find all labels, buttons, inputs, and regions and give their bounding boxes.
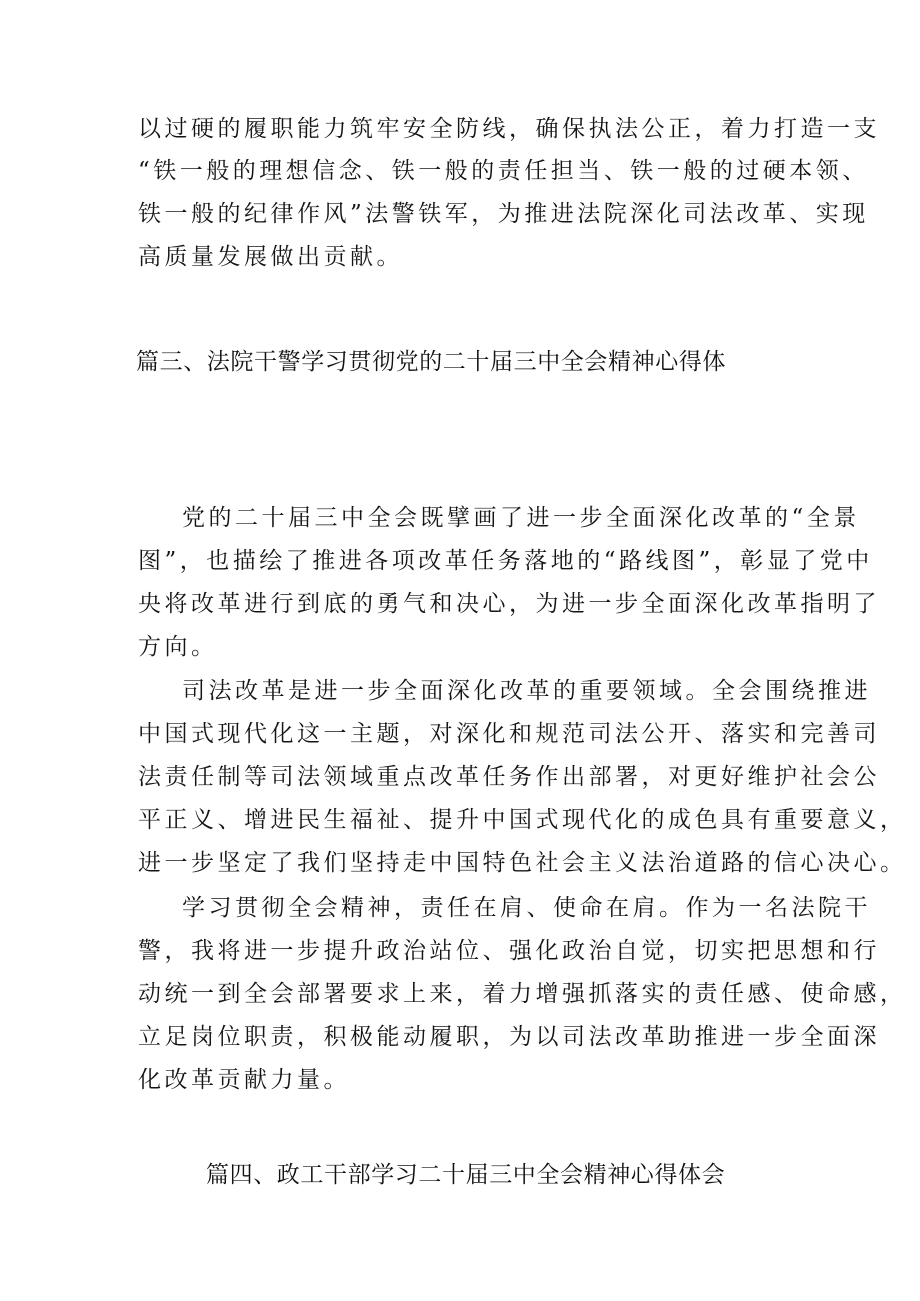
text-line: 司法改革是进一步全面深化改革的重要领域。全会围绕推进 bbox=[182, 678, 871, 704]
text-line: 以过硬的履职能力筑牢安全防线，确保执法公正，着力打造一支 bbox=[138, 116, 880, 142]
text-line: 方向。 bbox=[138, 634, 218, 660]
text-line: 立足岗位职责，积极能动履职，为以司法改革助推进一步全面深 bbox=[138, 1024, 880, 1050]
section-4-heading: 篇四、政工干部学习二十届三中全会精神心得体会 bbox=[206, 1162, 726, 1188]
text-line: 高质量发展做出贡献。 bbox=[138, 244, 403, 270]
text-line: 图”，也描绘了推进各项改革任务落地的“路线图”，彰显了党中 bbox=[138, 548, 873, 574]
text-line: 平正义、增进民生福祉、提升中国式现代化的成色具有重要意义， bbox=[138, 807, 907, 833]
text-line: 中国式现代化这一主题，对深化和规范司法公开、落实和完善司 bbox=[138, 721, 880, 747]
text-line: 警，我将进一步提升政治站位、强化政治自觉，切实把思想和行 bbox=[138, 938, 880, 964]
text-line: 学习贯彻全会精神，责任在肩、使命在肩。作为一名法院干 bbox=[182, 895, 871, 921]
text-line: 央将改革进行到底的勇气和决心，为进一步全面深化改革指明了 bbox=[138, 591, 880, 617]
text-line: 铁一般的纪律作风”法警铁军，为推进法院深化司法改革、实现 bbox=[138, 201, 869, 227]
text-line: 党的二十届三中全会既擘画了进一步全面深化改革的“全景 bbox=[182, 505, 860, 531]
text-line: 动统一到全会部署要求上来，着力增强抓落实的责任感、使命感， bbox=[138, 981, 907, 1007]
text-line: 化改革贡献力量。 bbox=[138, 1067, 350, 1093]
text-line: “铁一般的理想信念、铁一般的责任担当、铁一般的过硬本领、 bbox=[138, 158, 869, 184]
text-line: 法责任制等司法领域重点改革任务作出部署，对更好维护社会公 bbox=[138, 764, 880, 790]
section-3-heading: 篇三、法院干警学习贯彻党的二十届三中全会精神心得体 bbox=[136, 349, 726, 375]
text-line: 进一步坚定了我们坚持走中国特色社会主义法治道路的信心决心。 bbox=[138, 850, 907, 876]
